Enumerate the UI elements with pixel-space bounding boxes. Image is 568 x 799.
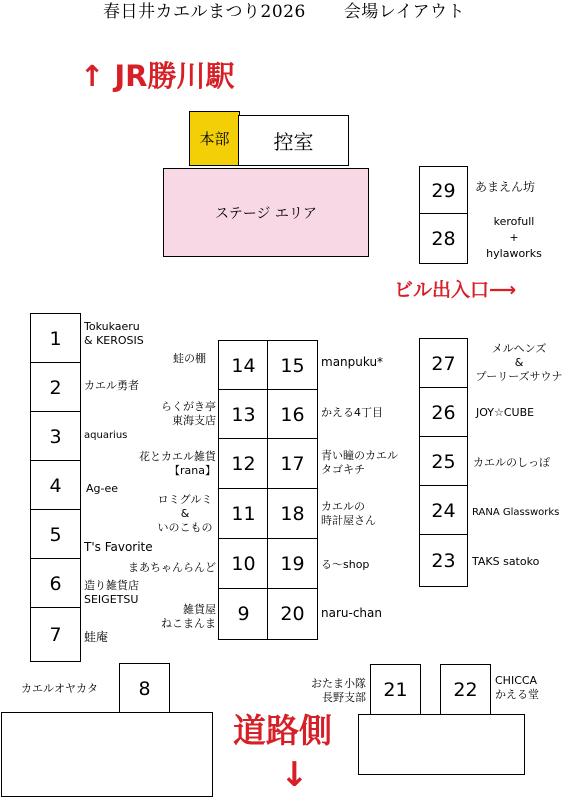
booth-number: 3	[49, 425, 62, 448]
booth-23	[419, 534, 468, 587]
booth-28-name: kerofull + hylaworks	[486, 215, 542, 260]
booth-number: 25	[431, 450, 456, 473]
booth-6-name: 造り雑貨店 SEIGETSU	[84, 579, 139, 606]
booth-number: 20	[280, 603, 305, 625]
booth-number: 17	[280, 453, 305, 475]
booth-25	[419, 436, 468, 487]
booth-19-name: る〜shop	[321, 558, 370, 571]
booth-number: 23	[431, 549, 456, 572]
booth-3	[30, 411, 81, 462]
booth-number: 21	[383, 678, 408, 701]
booth-24	[419, 485, 468, 536]
event-title: 春日井カエルまつり2026	[103, 2, 306, 22]
hq-box	[189, 111, 240, 166]
booth-22	[440, 664, 491, 715]
booth-number: 29	[431, 179, 456, 202]
booth-number: 10	[231, 553, 256, 575]
booth-27-name: メルヘンズ & プーリーズサウナ	[475, 342, 563, 383]
booth-5-name: T's Favorite	[84, 540, 153, 554]
booth-13-name: らくがき亭 東海支店	[161, 400, 216, 427]
booth-3-name: aquarius	[84, 430, 128, 441]
booth-10	[218, 538, 269, 590]
booth-2-name: カエル勇者	[84, 379, 139, 392]
booth-26	[419, 387, 468, 438]
booth-22-name: CHICCA かえる堂	[495, 674, 539, 701]
booth-4-name: Ag-ee	[86, 482, 119, 495]
booth-11	[218, 488, 269, 540]
booth-17-name: 青い瞳のカエル タゴキチ	[321, 449, 398, 476]
booth-8-name: カエルオヤカタ	[21, 682, 98, 695]
booth-number: 11	[231, 503, 256, 525]
booth-21-name: おたま小隊 長野支部	[311, 677, 366, 704]
booth-12	[218, 438, 269, 490]
stage-area	[163, 168, 369, 257]
booth-number: 18	[280, 503, 305, 525]
booth-number: 22	[453, 678, 478, 701]
booth-14	[218, 340, 269, 391]
hq-label: 本部	[199, 130, 230, 148]
booth-15	[267, 340, 318, 391]
booth-number: 1	[49, 327, 62, 350]
booth-number: 5	[49, 523, 62, 546]
booth-17	[267, 438, 318, 490]
booth-6	[30, 558, 81, 609]
booth-number: 16	[280, 403, 305, 426]
road-side-label: 道路側	[233, 711, 332, 750]
booth-20-name: naru-chan	[321, 606, 382, 620]
booth-number: 6	[49, 572, 62, 595]
booth-9	[218, 588, 269, 640]
waiting-room-label: 控室	[273, 130, 314, 154]
booth-14-name: 蛙の棚	[173, 352, 206, 365]
booth-16-name: かえる4丁目	[321, 406, 383, 419]
stage-label: ステージ エリア	[215, 205, 317, 222]
booth-number: 26	[431, 401, 456, 424]
booth-8	[119, 663, 170, 714]
booth-29	[419, 166, 468, 215]
booth-9-name: 雑貨屋 ねこまんま	[161, 603, 216, 630]
booth-number: 13	[231, 403, 256, 426]
booth-20	[267, 588, 318, 640]
page-title	[0, 0, 568, 24]
booth-25-name: カエルのしっぽ	[473, 456, 550, 469]
booth-number: 28	[431, 227, 456, 250]
booth-7	[30, 607, 81, 662]
layout-title: 会場レイアウト	[343, 2, 465, 22]
booth-21	[370, 664, 421, 715]
booth-18	[267, 488, 318, 540]
station-direction: ↑ JR勝川駅	[80, 59, 235, 93]
booth-2	[30, 362, 81, 413]
booth-28	[419, 213, 468, 264]
lower-right-building	[358, 714, 525, 775]
road-arrow: ↓	[280, 755, 309, 795]
waiting-room-box	[238, 115, 349, 166]
booth-number: 19	[280, 553, 305, 575]
booth-number: 14	[231, 354, 256, 377]
booth-5	[30, 509, 81, 560]
booth-number: 27	[431, 352, 456, 375]
booth-number: 8	[138, 677, 151, 700]
booth-23-name: TAKS satoko	[472, 555, 540, 568]
booth-number: 2	[49, 376, 62, 399]
booth-number: 4	[49, 474, 62, 497]
booth-27	[419, 338, 468, 389]
booth-number: 24	[431, 499, 456, 522]
booth-10-name: まあちゃんらんど	[128, 561, 216, 574]
booth-4	[30, 460, 81, 511]
booth-number: 12	[231, 453, 256, 475]
booth-number: 9	[237, 603, 250, 625]
booth-11-name: ロミグルミ & いのこもの	[157, 493, 213, 534]
booth-1-name: Tokukaeru & KEROSIS	[84, 320, 144, 347]
booth-19	[267, 538, 318, 590]
booth-26-name: JOY☆CUBE	[476, 406, 535, 419]
booth-number: 7	[49, 623, 62, 646]
booth-15-name: manpuku*	[321, 355, 384, 369]
booth-7-name: 蛙庵	[84, 630, 109, 644]
booth-18-name: カエルの 時計屋さん	[321, 500, 376, 527]
building-entrance-direction: ビル出入口⟶	[394, 279, 517, 301]
booth-29-name: あまえん坊	[475, 180, 536, 194]
booth-16	[267, 389, 318, 440]
booth-1	[30, 313, 81, 364]
booth-12-name: 花とカエル雑貨 【rana】	[139, 450, 216, 477]
lower-left-building	[1, 712, 213, 797]
booth-24-name: RANA Glassworks	[472, 507, 560, 518]
booth-13	[218, 389, 269, 440]
booth-number: 15	[280, 354, 305, 377]
